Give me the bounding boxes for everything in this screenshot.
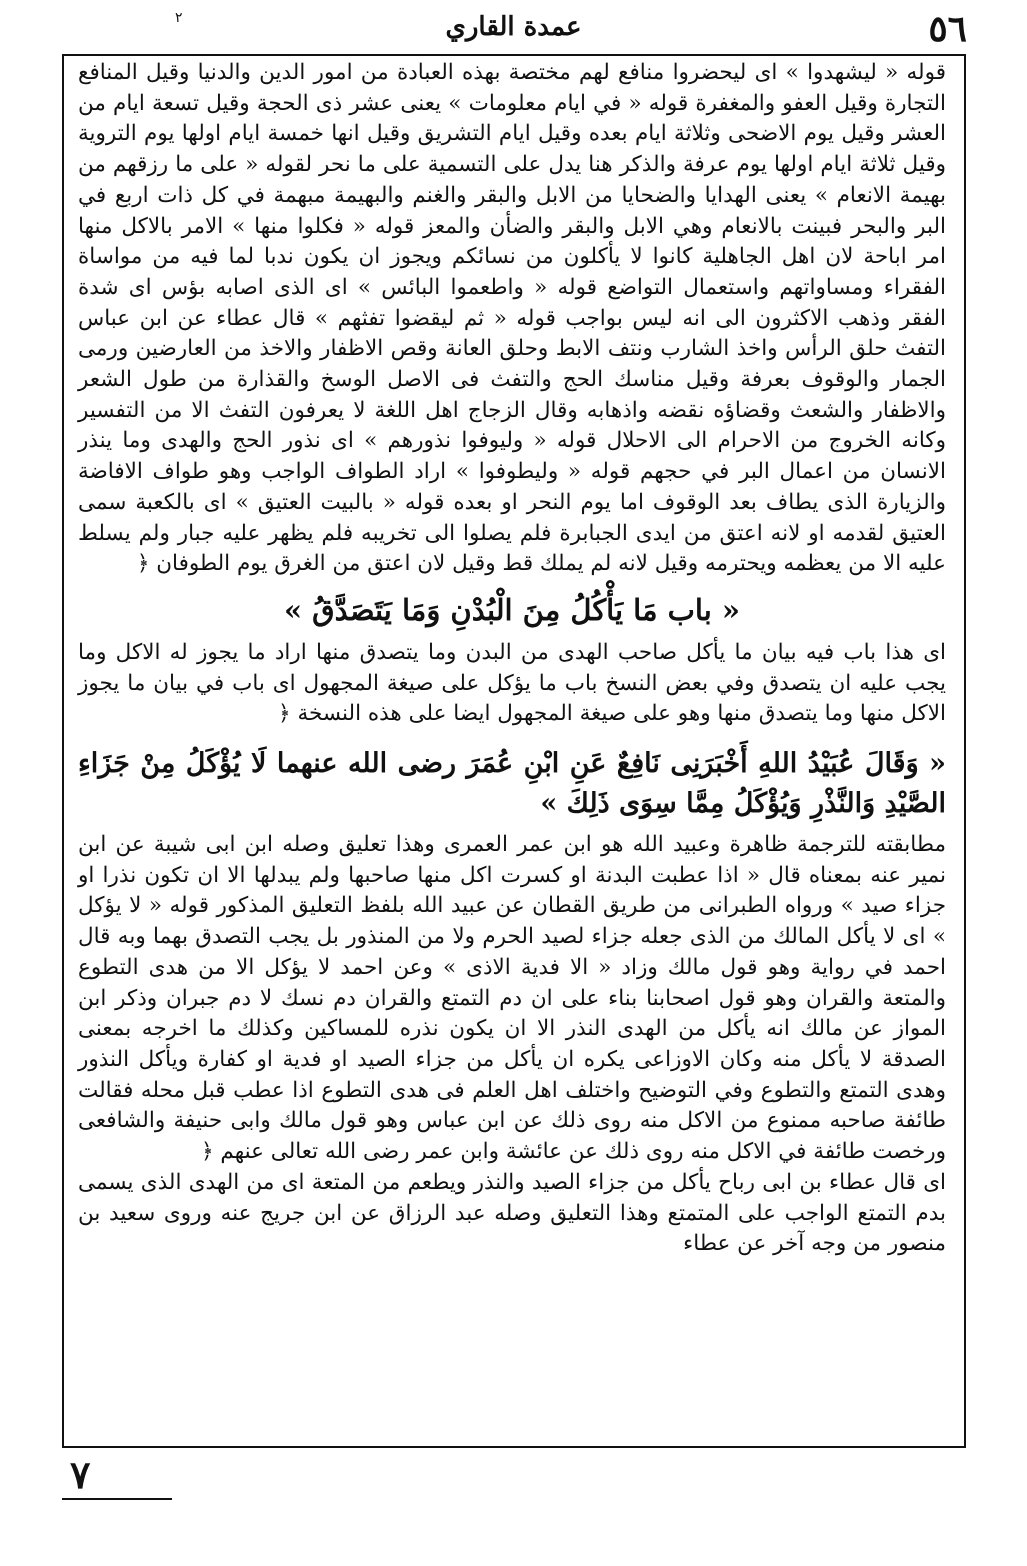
header-mark: ٢	[175, 10, 183, 26]
page-header	[60, 8, 967, 48]
hadith-quote: « وَقَالَ عُبَيْدُ اللهِ أَخْبَرَنِى نَافِعٌ عَنِ ابْنِ عُمَرَ رضى الله عنهما لَا يُؤْكَلُ مِنْ جَزَاءِ الصَّيْدِ وَالنَّذْرِ وَيُؤْكَلُ مِمَّا سِوَى ذَلِكَ »	[78, 748, 946, 820]
chapter-heading: « باب مَا يَأْكُلُ مِنَ الْبُدْنِ وَمَا يَتَصَدَّقُ »	[283, 592, 741, 627]
footer-signature: ٧	[70, 1452, 91, 1497]
running-title: عمدة القاري	[445, 12, 582, 42]
page-number: ٥٦	[928, 8, 967, 50]
page-body	[78, 58, 946, 1260]
commentary-last: اى قال عطاء بن ابى رباح يأكل من جزاء الصيد والنذر ويطعم من المتعة اى من الهدى الذى يسمى بدم التمتع الواجب على المتمتع وهذا التعليق وصله عبد الرزاق عن ابن جريج عنه وروى سعيد بن منصور من وجه آخر عن عطاء	[78, 1169, 946, 1257]
commentary-paragraph: قوله « ليشهدوا » اى ليحضروا منافع لهم مختصة بهذه العبادة من امور الدين والدنيا وقيل المنافع التجارة وقيل العفو والمغفرة قوله « في ايام معلومات » يعنى عشر ذى الحجة وقيل تسعة ايام من العشر وقيل يوم الاضحى وثلاثة ايام بعده وقيل ايام التشريق وقيل انها خمسة ايام اولها يوم التروية وقيل ثلاثة ايام اولها يوم عرفة والذكر هنا يدل على التسمية على ما نحر لقوله « على ما رزقهم من بهيمة الانعام » يعنى الهدايا والضحايا من الابل والبقر والغنم والبهيمة مبهمة في كل ذات اربع في البر والبحر فبينت بالانعام وهي الابل والبقر والضأن والمعز قوله « فكلوا منها » الامر بالاكل منها امر اباحة لان اهل الجاهلية كانوا لا يأكلون من نسائكم ويجوز ان يكون ندبا لما فيه من مواساة الفقراء ومساواتهم واستعمال التواضع قوله « واطعموا البائس » اى الذى اصابه بؤس اى شدة الفقر وذهب الاكثرون الى انه ليس بواجب قوله « ثم ليقضوا تفثهم » قال عطاء عن ابن عباس التفث حلق الرأس واخذ الشارب ونتف الابط وحلق العانة وقص الاظفار والاخذ من العارضين ورمى الجمار والوقوف بعرفة وقيل مناسك الحج والتفث فى الاصل الوسخ والقذارة من طول الشعر والاظفار والشعث وقضاؤه نقضه واذهابه وقال الزجاج اهل اللغة لا يعرفون التفث الا من التفسير وكانه الخروج من الاحرام الى الاحلال قوله « وليوفوا نذورهم » اى نذور الحج والهدى وما ينذر الانسان من اعمال البر في حجهم قوله « وليطوفوا » اراد الطواف الواجب وهو طواف الافاضة والزيارة الذى يطاف بعد الوقوف اما يوم النحر او بعده قوله « بالبيت العتيق » اى بالكعبة سمى العتيق لقدمه او لانه اعتق من ايدى الجبابرة فلم يصلوا الى تخريبه فلم يظهر عليه جبار ولم يسلط عليه الا من يعظمه ويحترمه وقيل لانه لم يملك قط وقيل لان اعتق من الغرق يوم الطوفان ﴿	[78, 60, 946, 577]
footer-rule	[62, 1498, 172, 1500]
commentary-bottom: مطابقته للترجمة ظاهرة وعبيد الله هو ابن عمر العمرى وهذا تعليق وصله ابن ابى شيبة عن ابن نمير عنه بمعناه قال « اذا عطبت البدنة او كسرت اكل منها صاحبها ولم يبدلها الا ان تكون نذرا او جزاء صيد » ورواه الطبرانى من طريق القطان عن عبيد الله بلفظ التعليق المذكور قوله « لا يؤكل » اى لا يأكل المالك من الذى جعله جزاء لصيد الحرم ولا من المنذور بل يجب التصدق بهما وبه قال احمد في رواية وهو قول مالك وزاد « الا فدية الاذى » وعن احمد لا يؤكل الا من هدى التطوع والمتعة والقران وهو قول اصحابنا بناء على ان دم التمتع والقران دم نسك لا دم جبران وذكر ابن المواز عن مالك انه يأكل من الهدى النذر الا ان يكون نذره للمساكين وكذلك ما اخرجه بمعنى الصدقة لا يأكل منه وكان الاوزاعى يكره ان يأكل من جزاء الصيد او فدية او كفارة ويأكل النذور وهدى التمتع والتطوع وفي التوضيح واختلف اهل العلم فى هدى التطوع اذا عطب قبل محله فقالت طائفة صاحبه ممنوع من الاكل منه روى ذلك عن ابن عباس وهو قول مالك وابى حنيفة والشافعى ورخصت طائفة في الاكل منه روى ذلك عن عائشة وابن عمر رضى الله تعالى عنهم ﴿	[78, 832, 946, 1165]
chapter-commentary: اى هذا باب فيه بيان ما يأكل صاحب الهدى من البدن وما يتصدق منها اراد ما يجوز له الاكل وما يجب عليه ان يتصدق وفي بعض النسخ باب ما يؤكل على صيغة المجهول اى باب في بيان ما يجوز الاكل منها وما يتصدق منها وهو على صيغة المجهول ايضا على هذه النسخة ﴿	[78, 639, 946, 727]
